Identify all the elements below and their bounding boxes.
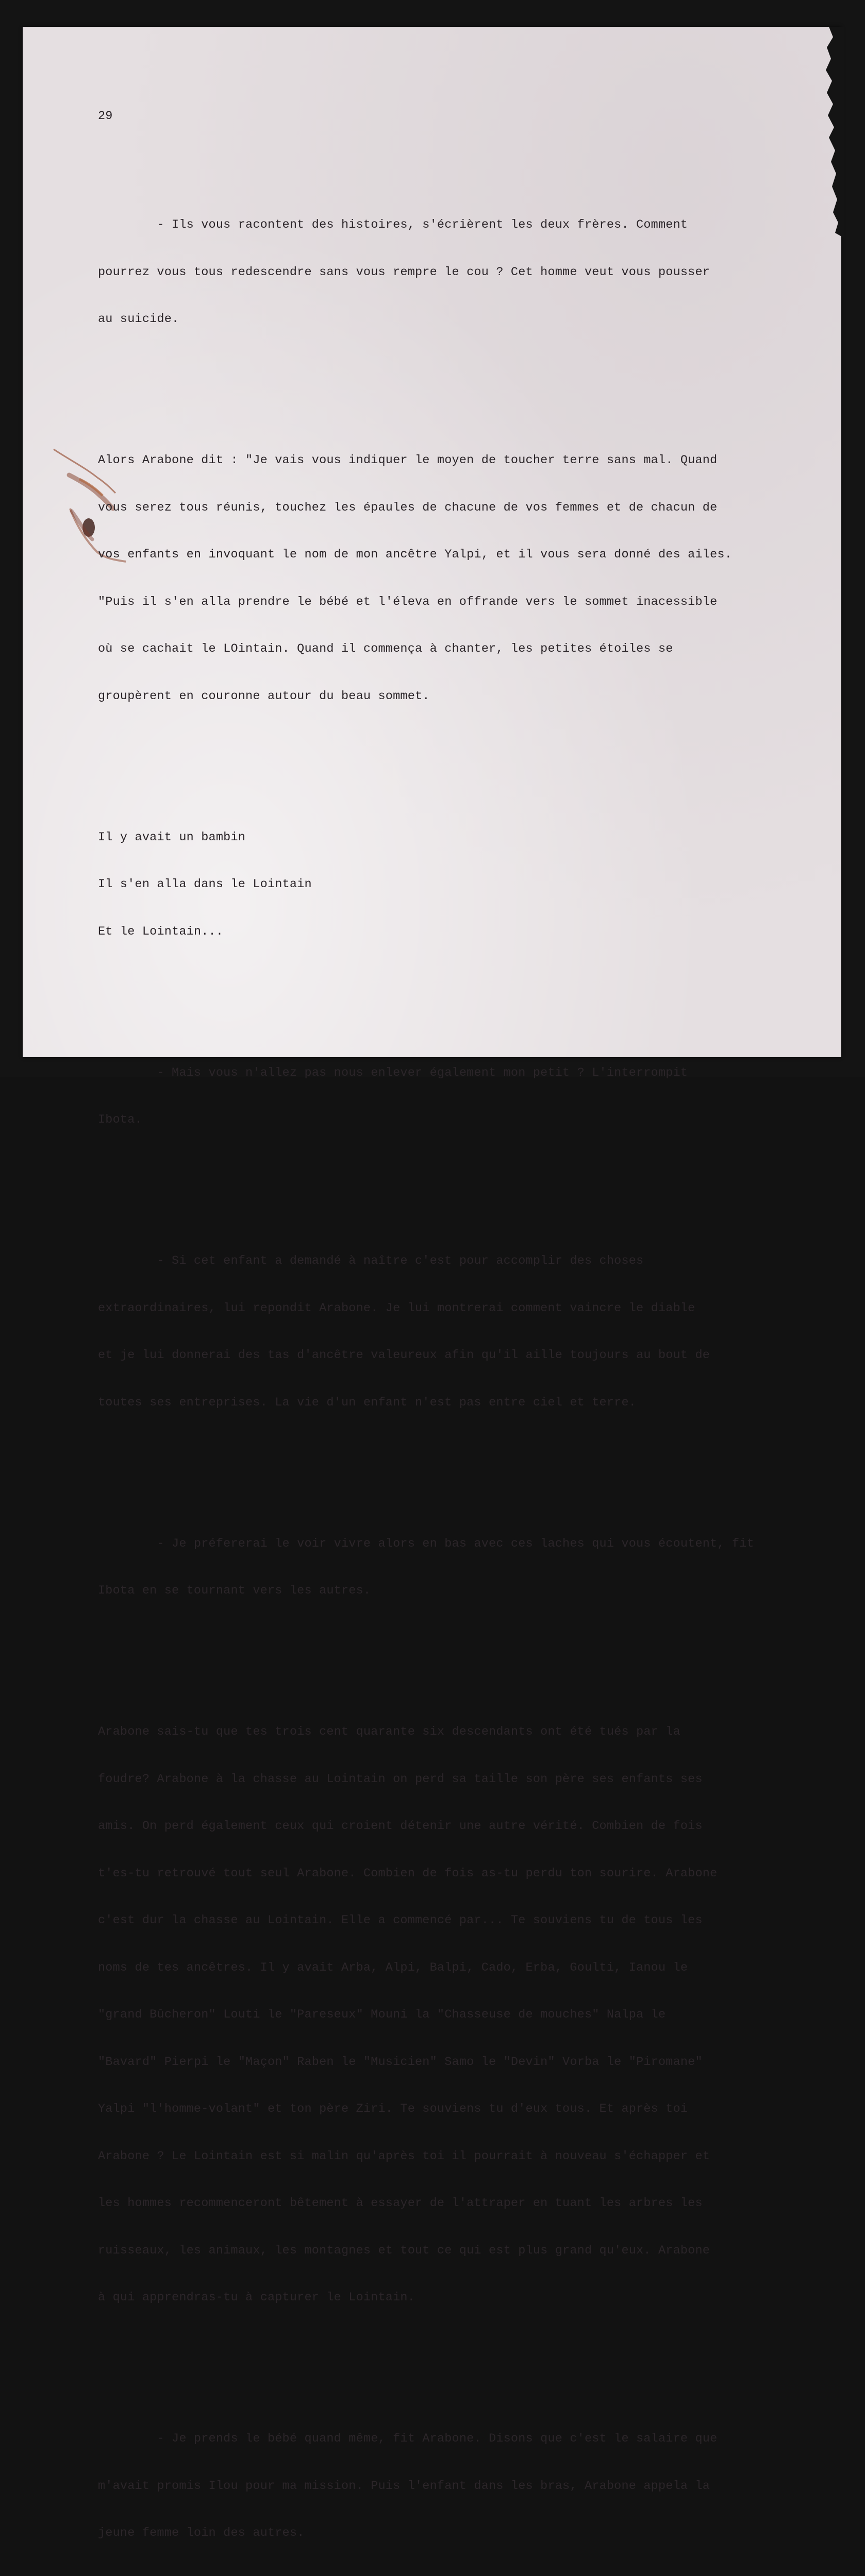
paragraph-chant — [98, 799, 820, 972]
torn-edge-decoration — [824, 27, 844, 238]
paragraph-ibota-prefere — [98, 1505, 820, 1631]
text-line: amis. On perd également ceux qui croient détenir une autre vérité. Combien de fois — [98, 1819, 703, 1833]
text-line: noms de tes ancêtres. Il y avait Arba, Alpi, Balpi, Cado, Erba, Goulti, Ianou le — [98, 1960, 688, 1975]
text-line: jeune femme loin des autres. — [98, 2526, 305, 2540]
text-line: ruisseaux, les animaux, les montagnes et tout ce qui est plus grand qu'eux. Arabone — [98, 2243, 710, 2258]
text-line: - Ils vous racontent des histoires, s'écrièrent les deux frères. Comment — [98, 218, 688, 232]
text-line: c'est dur la chasse au Lointain. Elle a commencé par... Te souviens tu de tous les — [98, 1913, 703, 1927]
paragraph-arabone-lointain — [98, 1693, 820, 2337]
paragraph-ibota-question — [98, 1034, 820, 1160]
text-line: "grand Bûcheron" Louti le "Pareseux" Mouni la "Chasseuse de mouches" Nalpa le — [98, 2008, 666, 2022]
text-line: m'avait promis Ilou pour ma mission. Puis l'enfant dans les bras, Arabone appela la — [98, 2479, 710, 2493]
text-line: au suicide. — [98, 312, 179, 326]
text-line: vos enfants en invoquant le nom de mon ancêtre Yalpi, et il vous sera donné des ailes. — [98, 548, 732, 562]
text-line: - Mais vous n'allez pas nous enlever également mon petit ? L'interrompit — [98, 1065, 688, 1080]
text-line: et je lui donnerai des tas d'ancêtre valeureux afin qu'il aille toujours au bout de — [98, 1348, 710, 1362]
text-line: à qui apprendras-tu à capturer le Lointain. — [98, 2291, 415, 2304]
paragraph-arabone-bebe — [98, 2400, 820, 2573]
paragraph-arabone-reponse — [98, 1222, 820, 1442]
text-line: "Puis il s'en alla prendre le bébé et l'éleva en offrande vers le sommet inacessible — [98, 595, 718, 609]
text-line: Arabone ? Le Lointain est si malin qu'après toi il pourrait à nouveau s'échapper et — [98, 2149, 710, 2163]
text-line: - Si cet enfant a demandé à naître c'est pour accomplir des choses — [98, 1254, 644, 1268]
text-line: Arabone sais-tu que tes trois cent quarante six descendants ont été tués par la — [98, 1725, 680, 1739]
document-body — [98, 77, 820, 2576]
page-number: 29 — [98, 109, 113, 123]
text-line: Ibota. — [98, 1113, 142, 1127]
text-line: extraordinaires, lui repondit Arabone. Je lui montrerai comment vaincre le diable — [98, 1301, 695, 1315]
text-line: où se cachait le LOintain. Quand il commença à chanter, les petites étoiles se — [98, 642, 673, 656]
text-line: - Je prends le bébé quand même, fit Arabone. Disons que c'est le salaire que — [98, 2432, 718, 2446]
text-line: foudre? Arabone à la chasse au Lointain on perd sa taille son père ses enfants ses — [98, 1772, 703, 1786]
paragraph-arabone-ailes — [98, 421, 820, 736]
text-line: vous serez tous réunis, touchez les épaules de chacune de vos femmes et de chacun de — [98, 500, 718, 515]
text-line: - Je préfererai le voir vivre alors en bas avec ces laches qui vous écoutent, fit — [98, 1536, 754, 1551]
text-line: t'es-tu retrouvé tout seul Arabone. Combien de fois as-tu perdu ton sourire. Arabone — [98, 1866, 718, 1880]
text-line: Il y avait un bambin — [98, 830, 246, 844]
text-line: "Bavard" Pierpi le "Maçon" Raben le "Musicien" Samo le "Devin" Vorba le "Piromane" — [98, 2055, 703, 2069]
paragraph-dialogue-freres — [98, 186, 820, 359]
text-line: toutes ses entreprises. La vie d'un enfant n'est pas entre ciel et terre. — [98, 1395, 637, 1410]
text-line: groupèrent en couronne autour du beau sommet. — [98, 689, 430, 703]
text-line: Ibota en se tournant vers les autres. — [98, 1584, 371, 1598]
text-line: les hommes recommenceront bêtement à essayer de l'attraper en tuant les arbres les — [98, 2196, 703, 2210]
text-line: Yalpi "l'homme-volant" et ton père Ziri. Te souviens tu d'eux tous. Et après toi — [98, 2102, 688, 2116]
text-line: Il s'en alla dans le Lointain — [98, 877, 312, 891]
text-line: Alors Arabone dit : "Je vais vous indiquer le moyen de toucher terre sans mal. Quand — [98, 453, 718, 467]
typewritten-page — [23, 27, 841, 2540]
text-line: Et le Lointain... — [98, 924, 224, 939]
text-line: pourrez vous tous redescendre sans vous rempre le cou ? Cet homme veut vous pousser — [98, 265, 710, 279]
